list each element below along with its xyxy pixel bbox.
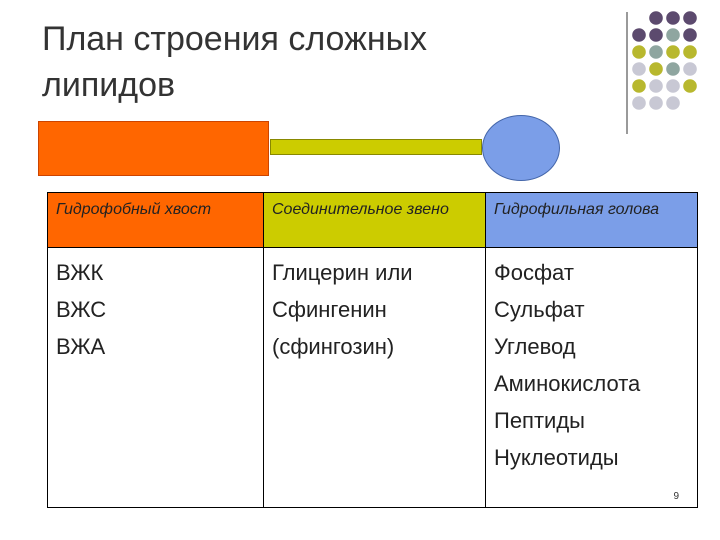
decorative-dot — [666, 11, 680, 25]
list-item: Аминокислота — [494, 371, 641, 396]
list-item: ВЖК — [56, 260, 104, 285]
decorative-dot — [666, 62, 680, 76]
decorative-dot — [683, 79, 697, 93]
slide-title-line-2: липидов — [42, 66, 176, 104]
lipid-structure-table — [47, 192, 698, 508]
decorative-dot — [683, 45, 697, 59]
list-item: (сфингозин) — [272, 334, 395, 359]
decorative-dot — [632, 96, 646, 110]
list-item: ВЖА — [56, 334, 106, 359]
decorative-dot-grid — [0, 0, 720, 140]
decorative-dot — [683, 62, 697, 76]
decorative-dot — [683, 28, 697, 42]
hydrophilic-head-shape — [482, 115, 560, 181]
list-item: ВЖС — [56, 297, 107, 322]
hydrophobic-tail-shape — [38, 121, 269, 176]
decorative-dot — [666, 45, 680, 59]
page-number: 9 — [673, 491, 679, 502]
list-item: Пептиды — [494, 408, 585, 433]
list-item: Глицерин или — [272, 260, 413, 285]
decorative-dot — [649, 11, 663, 25]
list-item: Нуклеотиды — [494, 445, 619, 470]
list-item: Сфингенин — [272, 297, 387, 322]
decorative-dot — [649, 28, 663, 42]
decorative-dot — [649, 45, 663, 59]
list-item: Сульфат — [494, 297, 585, 322]
decorative-dot — [632, 79, 646, 93]
decorative-dot — [666, 96, 680, 110]
decorative-divider — [626, 12, 628, 134]
header-hydrophobic-tail: Гидрофобный хвост — [48, 193, 264, 248]
header-hydrophilic-head: Гидрофильная голова — [486, 193, 698, 248]
slide-title-line-1: План строения сложных — [42, 20, 428, 58]
list-item: Углевод — [494, 334, 576, 359]
linker-shape — [270, 139, 482, 155]
list-item: Фосфат — [494, 260, 574, 285]
decorative-dot — [666, 28, 680, 42]
decorative-dot — [683, 11, 697, 25]
decorative-dot — [632, 28, 646, 42]
cell-linker-components — [264, 248, 486, 508]
decorative-dot — [649, 79, 663, 93]
decorative-dot — [649, 96, 663, 110]
cell-head-components — [486, 248, 698, 508]
decorative-dot — [632, 62, 646, 76]
decorative-dot — [649, 62, 663, 76]
header-linker: Соединительное звено — [264, 193, 486, 248]
decorative-dot — [632, 45, 646, 59]
cell-tail-components — [48, 248, 264, 508]
decorative-dot — [666, 79, 680, 93]
